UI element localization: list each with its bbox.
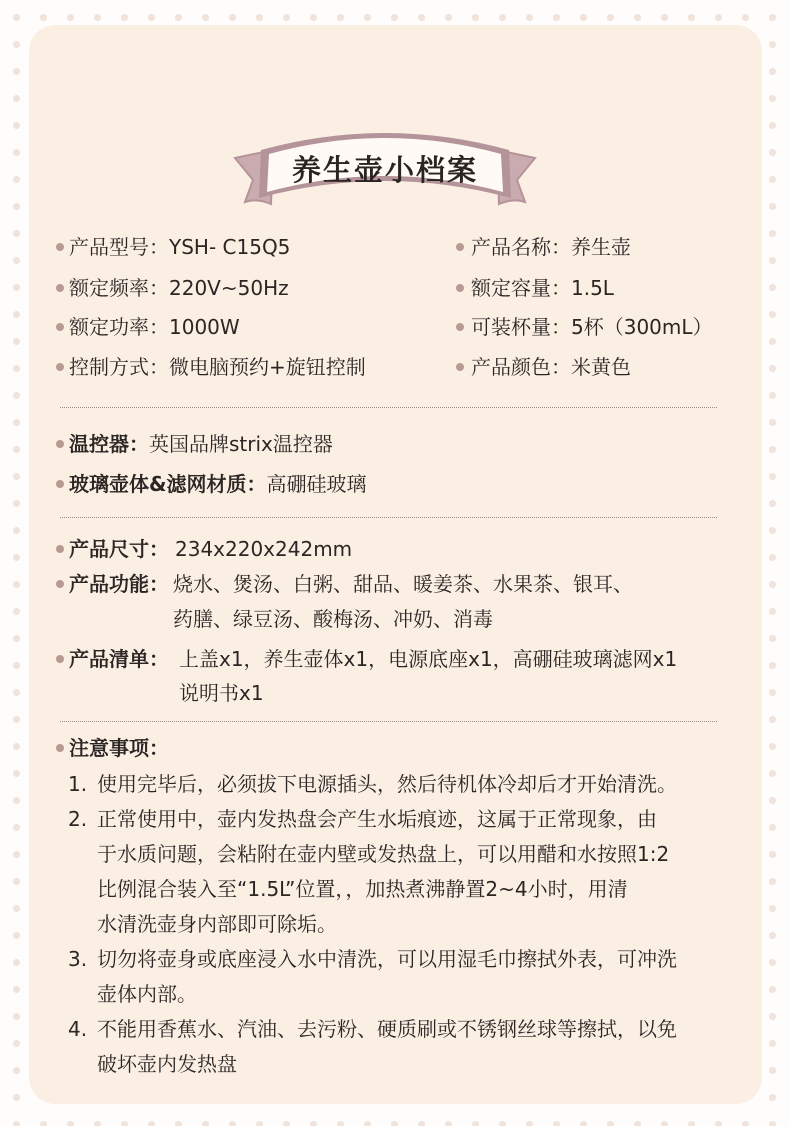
material-value: 英国品牌strix温控器 [149,432,333,456]
spec-label: 可装杯量： [471,315,571,339]
product-list-line: 说明书x1 [179,681,264,705]
product-functions-label [69,570,169,598]
note-line: 比例混合装入至“1.5L”位置，，加热煮沸静置2~4小时，用清 [97,877,628,901]
note-line: 正常使用中，壶内发热盘会产生水垢痕迹，这属于正常现象，由 [97,807,657,831]
spec-control [69,353,366,381]
bullet-dot [56,580,64,588]
bullet-dot [456,243,464,251]
product-functions-line: 药膳、绿豆汤、酸梅汤、冲奶、消毒 [173,607,493,631]
product-functions-line: 烧水、煲汤、白粥、甜品、暖姜茶、水果茶、银耳、 [173,572,633,596]
dotted-divider [60,407,717,408]
spec-cups [471,313,713,341]
spec-label: 产品型号： [69,235,169,259]
spec-value: YSH- C15Q5 [169,235,291,259]
bullet-dot [56,243,64,251]
bullet-dot [56,655,64,663]
bullet-dot [56,284,64,292]
bullet-dot [56,744,64,752]
product-functions-label-text: 产品功能： [69,572,169,596]
bullet-dot [56,545,64,553]
bullet-dot [456,323,464,331]
note-number: 4. [68,1017,88,1041]
product-list-label-text: 产品清单： [69,647,169,671]
note-line: 壶体内部。 [97,982,197,1006]
spec-value: 220V~50Hz [169,276,289,300]
bullet-dot [56,363,64,371]
bullet-dot [456,363,464,371]
spec-color [471,353,631,381]
spec-value: 米黄色 [571,355,631,379]
note-line: 不能用香蕉水、汽油、去污粉、硬质刷或不锈钢丝球等擦拭，以免 [97,1017,677,1041]
dotted-divider [60,721,717,722]
note-line: 使用完毕后，必须拔下电源插头，然后待机体冷却后才开始清洗。 [97,772,677,796]
dotted-divider [60,517,717,518]
material-thermostat [69,430,333,458]
bullet-dot [56,440,64,448]
spec-value: 5杯（300mL） [571,315,713,339]
note-number: 3. [68,947,88,971]
notes-heading [69,734,169,762]
spec-power [69,313,240,341]
product-size [69,535,352,563]
product-size-label: 产品尺寸： [69,537,169,561]
spec-value: 微电脑预约+旋钮控制 [169,355,366,379]
note-line: 于水质问题，会粘附在壶内壁或发热盘上，可以用醋和水按照1:2 [97,842,670,866]
notes-label: 注意事项： [69,736,169,760]
spec-name [471,233,631,261]
spec-value: 1.5L [571,276,614,300]
spec-value: 1000W [169,315,240,339]
bullet-dot [456,284,464,292]
spec-label: 产品颜色： [471,355,571,379]
title-ribbon [231,122,539,214]
material-value: 高硼硅玻璃 [266,472,367,496]
note-number: 1. [68,772,88,796]
spec-frequency [69,274,289,302]
spec-label: 额定功率： [69,315,169,339]
product-size-value: 234x220x242mm [175,537,353,561]
product-list-line: 上盖x1，养生壶体x1，电源底座x1，高硼硅玻璃滤网x1 [179,647,678,671]
note-number: 2. [68,807,88,831]
material-glass [69,470,366,498]
product-list-label [69,645,169,673]
spec-capacity [471,274,614,302]
note-line: 破坏壶内发热盘 [97,1052,237,1076]
material-label: 温控器： [69,432,149,456]
bullet-dot [56,323,64,331]
spec-label: 产品名称： [471,235,571,259]
note-line: 切勿将壶身或底座浸入水中清洗，可以用湿毛巾擦拭外表，可冲洗 [97,947,677,971]
spec-label: 额定频率： [69,276,169,300]
material-label: 玻璃壶体&滤网材质： [69,472,267,496]
spec-value: 养生壶 [571,235,631,259]
spec-label: 控制方式： [69,355,169,379]
note-line: 水清洗壶身内部即可除垢。 [97,912,337,936]
page-title: 养生壶小档案 [291,153,478,187]
spec-model [69,233,290,261]
bullet-dot [56,480,64,488]
spec-label: 额定容量： [471,276,571,300]
